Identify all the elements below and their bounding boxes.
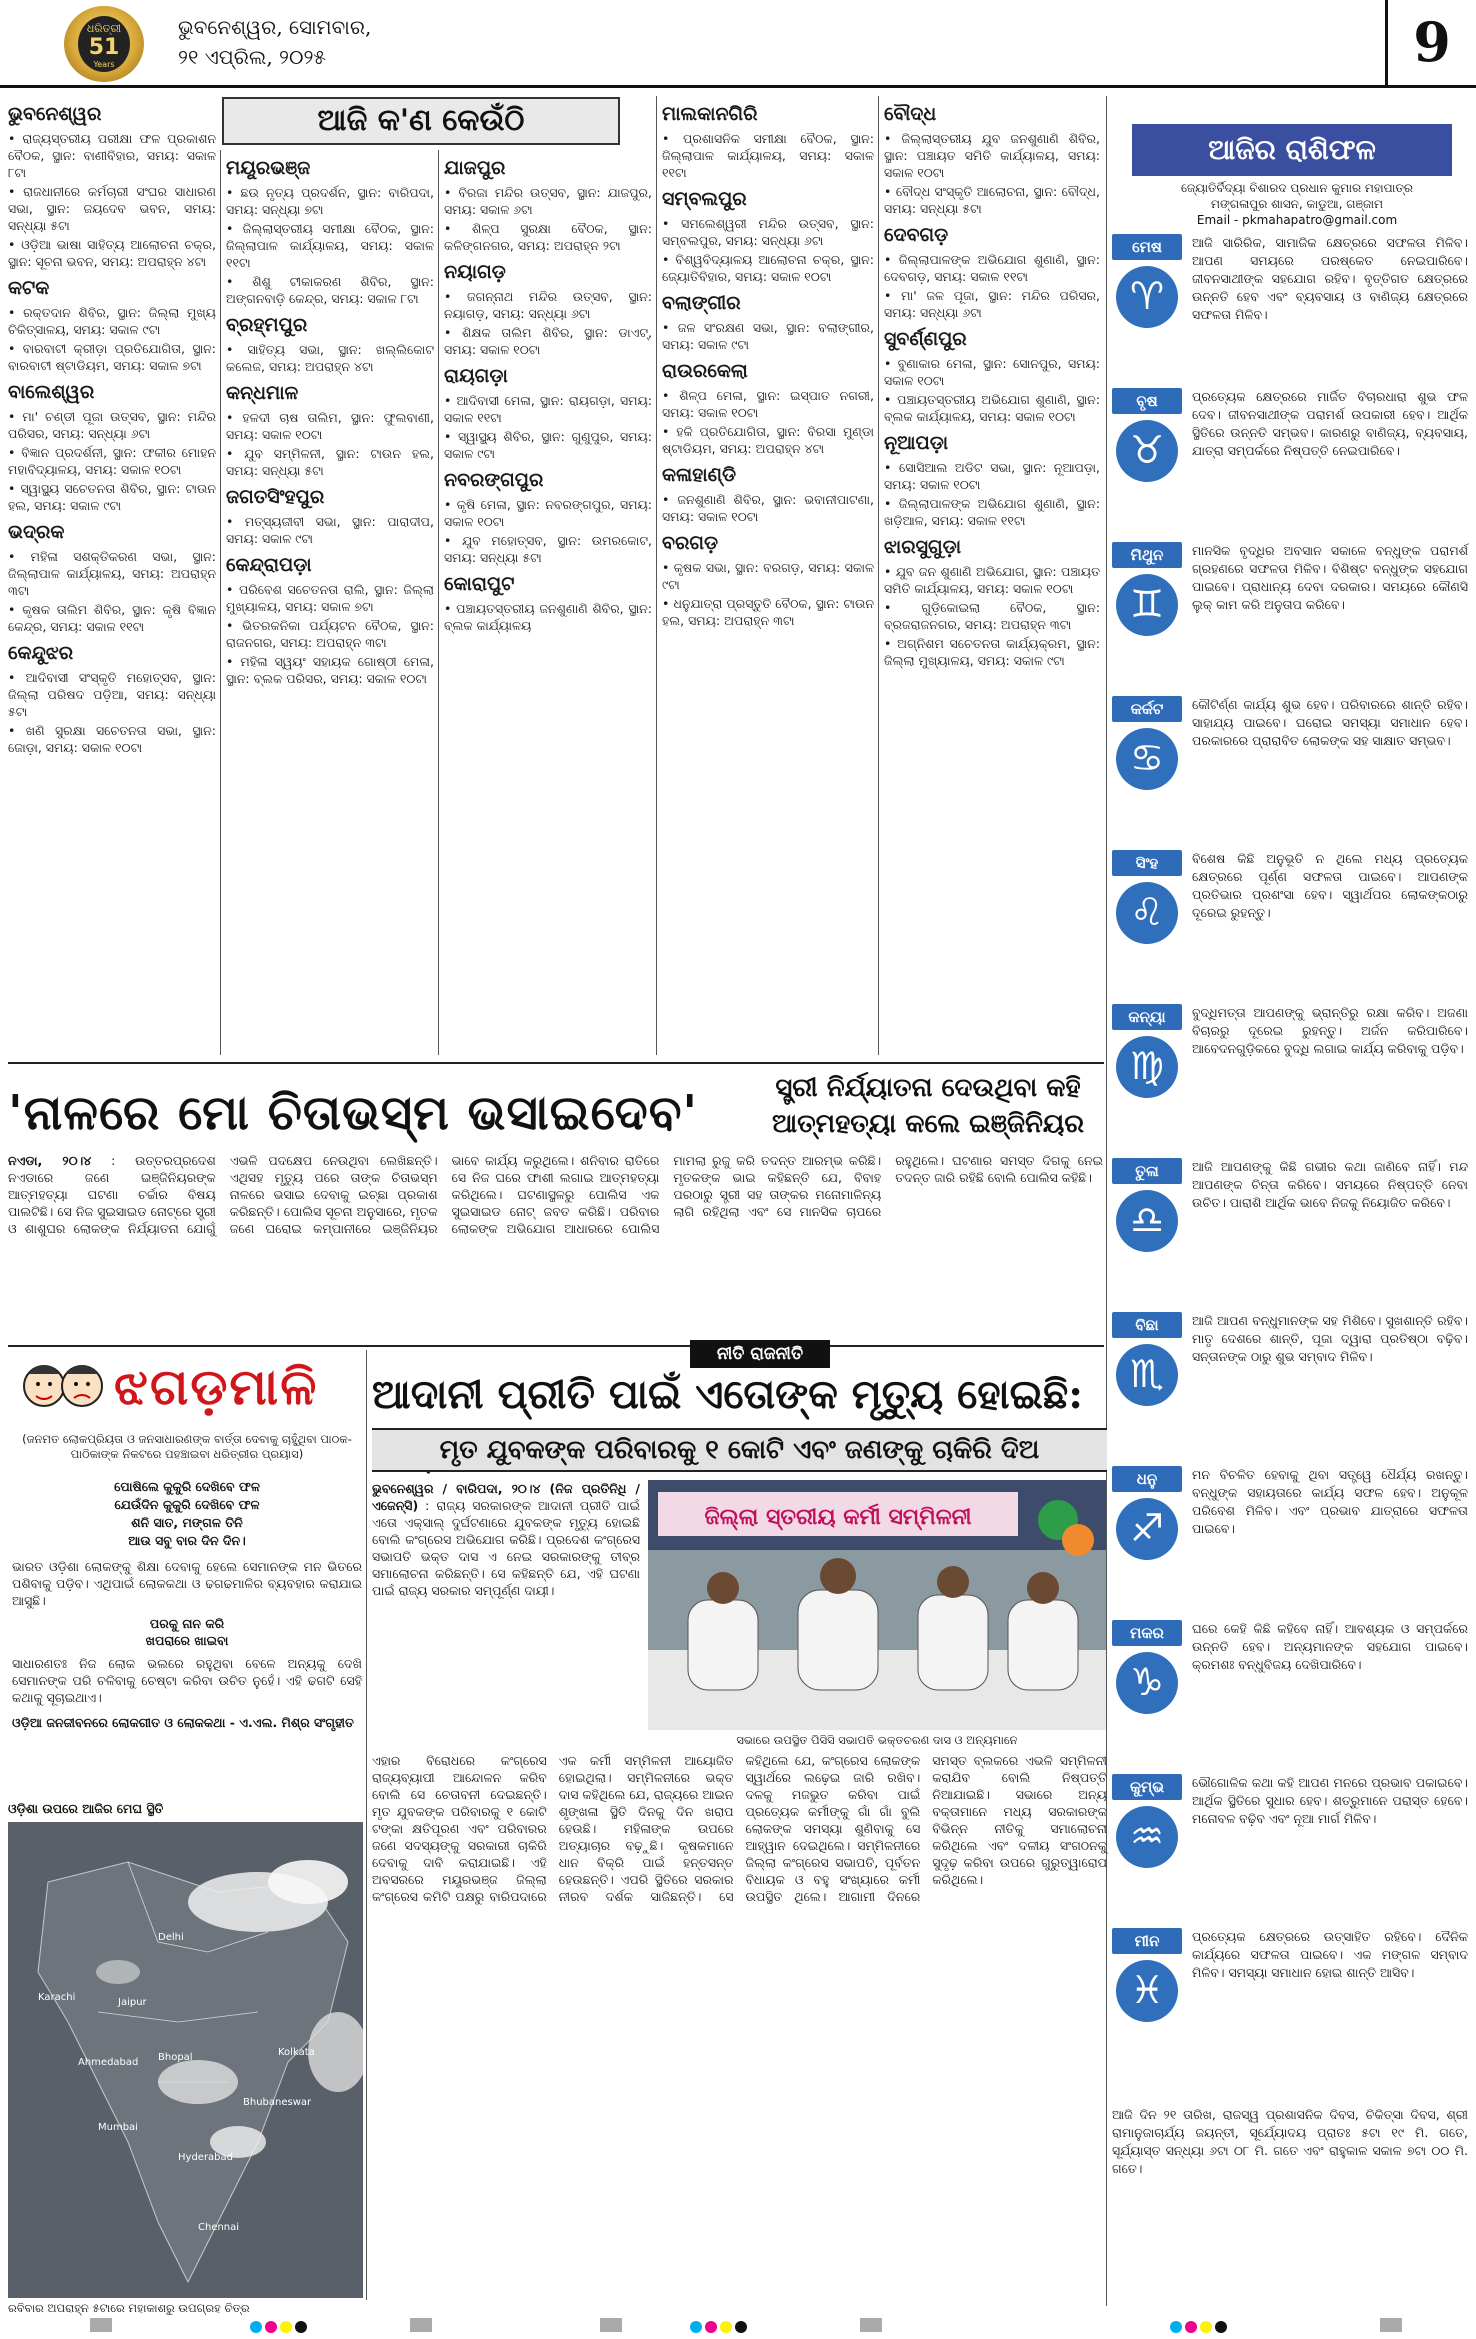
events-city-heading: କେନ୍ଦ୍ରାପଡ଼ା — [226, 554, 312, 576]
event-entry: • ରକ୍ତଦାନ ଶିବିର, ସ୍ଥାନ: ଜିଲ୍ଲା ମୁଖ୍ୟ ଚିକିତ୍ସାଳୟ, ସମୟ: ସକାଳ ୯ଟା — [8, 304, 216, 338]
logo-paper-name: ଧରିତ୍ରୀ — [86, 22, 122, 35]
rashi-4 — [1112, 696, 1468, 780]
event-entry: • କୃଷକ ସଭା, ସ୍ଥାନ: ବରଗଡ଼, ସମୟ: ସକାଳ ୯ଟା — [662, 559, 874, 593]
event-entry: • ପଞ୍ଚାୟତସ୍ତରୀୟ ଜନଶୁଣାଣି ଶିବିର, ସ୍ଥାନ: ବ୍ଲକ କାର୍ଯ୍ୟାଳୟ — [444, 600, 652, 634]
rashi-prediction: ଭୌଗୋଳିକ କଥା କହି ଆପଣ ମନରେ ପ୍ରଭାବ ପକାଇବେ। ଆର୍ଥିକ ସ୍ଥିତିରେ ସୁଧାର ହେବ। ଶତ୍ରୁମାନେ ପରାସ୍ତ ହେବେ। ମନୋବଳ ବଢ଼ିବ ଏବଂ ନୂଆ ମାର୍ଗ ମିଳିବ। — [1192, 1775, 1468, 1826]
aries-icon: ♈ — [1116, 266, 1178, 328]
gemini-icon: ♊ — [1116, 574, 1178, 636]
cartoon-title: ଝଗଡ଼ମାଳି — [114, 1357, 319, 1416]
cartoon-poem — [12, 1478, 362, 1550]
event-entry: • ବାରବାଟୀ କ୍ରୀଡ଼ା ପ୍ରତିଯୋଗିତା, ସ୍ଥାନ: ବାରବାଟୀ ଷ୍ଟାଡିୟମ, ସମୟ: ସକାଳ ୭ଟା — [8, 340, 216, 374]
rashi-11 — [1112, 1774, 1468, 1858]
weather-city-label: Ahmedabad — [78, 2057, 139, 2068]
politics-subheadline: ମୃତ ଯୁବକଙ୍କ ପରିବାରକୁ ୧ କୋଟି ଏବଂ ଜଣଙ୍କୁ ଚାକିରି ଦିଅ — [372, 1428, 1107, 1472]
events-city-heading: ଜଗତସିଂହପୁର — [226, 486, 325, 508]
events-city-heading: ଝାରସୁଗୁଡ଼ା — [884, 536, 962, 558]
events-city-heading: ନବରଙ୍ଗପୁର — [444, 469, 544, 491]
event-entry: • ମହିଳା ସ୍ୱୟଂ ସହାୟକ ଗୋଷ୍ଠୀ ମେଳା, ସ୍ଥାନ: ବ୍ଲକ ପରିସର, ସମୟ: ସକାଳ ୧୦ଟା — [226, 653, 434, 687]
events-city-heading: ସୁବର୍ଣ୍ଣପୁର — [884, 328, 967, 350]
cartoon-faces-icon — [18, 1352, 108, 1422]
rashi-9 — [1112, 1466, 1468, 1550]
events-city-heading: ବାଲେଶ୍ୱର — [8, 381, 95, 403]
cartoon-saying-line-2: ଖପରାରେ ଖାଇବା — [145, 1633, 229, 1648]
rashi-prediction: ବିଶେଷ କିଛି ଅନୁଭୂତି ନ ଥିଲେ ମଧ୍ୟ ପ୍ରତ୍ୟେକ କ୍ଷେତ୍ରରେ ପୂର୍ଣ୍ଣ ସଫଳତା ପାଇବେ। ଆପଣଙ୍କ ପ୍ରତିଭାର ପ୍ରଶଂସା ହେବ। ସ୍ୱାର୍ଥପର ଲୋକଙ୍କଠାରୁ ଦୂରେଇ ରୁହନ୍ତୁ। — [1192, 851, 1468, 920]
events-column-3 — [444, 150, 652, 636]
dateline-place-day: ଭୁବନେଶ୍ୱର, ସୋମବାର, — [178, 15, 372, 39]
events-city-heading: ନୂଆପଡ଼ା — [884, 432, 949, 454]
event-entry: • ସମଲେଶ୍ୱରୀ ମନ୍ଦିର ଉତ୍ସବ, ସ୍ଥାନ: ସମ୍ବଲପୁର, ସମୟ: ସନ୍ଧ୍ୟା ୬ଟା — [662, 215, 874, 249]
events-city-heading: ବଲାଙ୍ଗୀର — [662, 292, 741, 314]
event-entry: • ମା' ଚଣ୍ଡୀ ପୂଜା ଉତ୍ସବ, ସ୍ଥାନ: ମନ୍ଦିର ପରିସର, ସମୟ: ସନ୍ଧ୍ୟା ୬ଟା — [8, 408, 216, 442]
cartoon-credit: ଓଡ଼ିଆ ଜନଜୀବନରେ ଲୋକଗୀତ ଓ ଲୋକକଥା - ଏ.ଏଲ. ମିଶ୍ର ସଂଗୃହୀତ — [12, 1715, 354, 1730]
cartoon-saying-line-1: ପରକୁ ନାନ କରି — [149, 1616, 225, 1631]
politics-dateline: ଭୁବନେଶ୍ୱର / ବାରିପଦା, ୨୦।୪ (ନିଜ ପ୍ରତିନିଧି / ଏଜେନ୍ସି) — [372, 1481, 640, 1513]
events-column-4 — [662, 96, 874, 631]
event-entry: • ଗୁଡ଼ିକୋଇଲା ବୈଠକ, ସ୍ଥାନ: ବ୍ରଜରାଜନଗର, ସମୟ: ଅପରାହ୍ନ ୩ଟା — [884, 599, 1100, 633]
event-entry: • ଶିଶୁ ଟୀକାକରଣ ଶିବିର, ସ୍ଥାନ: ଅଙ୍ଗନବାଡ଼ି କେନ୍ଦ୍ର, ସମୟ: ସକାଳ ୮ଟା — [226, 273, 434, 307]
rashi-prediction: ଘରେ କେହି କିଛି କହିବେ ନାହିଁ। ଆବଶ୍ୟକ ଓ ସମ୍ପର୍କରେ ଉନ୍ନତି ହେବ। ଅନ୍ୟମାନଙ୍କ ସହଯୋଗ ପାଇବେ। କ୍ରମଶଃ ବନ୍ଧୁବିଜୟ ଦେଖିପାରିବେ। — [1192, 1621, 1468, 1672]
rashi-name-badge: ଧନୁ — [1112, 1466, 1182, 1492]
rashifal-author-name: ଜ୍ୟୋତିର୍ବିଦ୍ୟା ବିଶାରଦ ପ୍ରଧାନ କୁମାର ମହାପାତ୍ର — [1181, 181, 1413, 195]
event-entry: • ଜିଲ୍ଲାପାଳଙ୍କ ଅଭିଯୋଗ ଶୁଣାଣି, ସ୍ଥାନ: ଖଡ଼ିଆଳ, ସମୟ: ସକାଳ ୧୧ଟା — [884, 495, 1100, 529]
politics-intro-text: ରାଜ୍ୟ ସରକାରଙ୍କ ଆଦାନୀ ପ୍ରୀତି ପାଇଁ ଏତୋ ଏକ୍ସାଲ୍ ଦୁର୍ଘଟଣାରେ ଯୁବକଙ୍କ ମୃତ୍ୟୁ ହୋଇଛି ବୋଲି କଂଗ୍ରେସ ଅଭିଯୋଗ କରିଛି। ପ୍ରଦେଶ କଂଗ୍ରେସ ସଭାପତି ଭକ୍ତ ଦାସ ଏ ନେଇ ସରକାରଙ୍କୁ ତୀବ୍ର ସମାଲୋଚନା କରିଛନ୍ତି। ସେ କହିଛନ୍ତି ଯେ, ଏହି ଘଟଣା ପାଇଁ ରାଜ୍ୟ ସରକାର ସମ୍ପୂର୍ଣ୍ଣ ଦାୟୀ। — [372, 1498, 640, 1598]
event-entry: • ବିଶ୍ୱବିଦ୍ୟାଳୟ ଆଲୋଚନା ଚକ୍ର, ସ୍ଥାନ: ଜ୍ୟୋତିବିହାର, ସମୟ: ସକାଳ ୧୦ଟା — [662, 251, 874, 285]
dateline — [178, 12, 371, 72]
events-city-heading: ବ୍ରହ୍ମପୁର — [226, 314, 308, 336]
cartoon-saying — [12, 1615, 362, 1649]
event-entry: • ମହିଳା ସଶକ୍ତିକରଣ ସଭା, ସ୍ଥାନ: ଜିଲ୍ଲାପାଳ କାର୍ଯ୍ୟାଳୟ, ସମୟ: ଅପରାହ୍ନ ୩ଟା — [8, 548, 216, 599]
rashi-2 — [1112, 388, 1468, 472]
logo-years: 51 — [88, 35, 120, 60]
rashifal-footer: ଆଜି ଦିନ ୨୧ ତାରିଖ, ରାଜସ୍ୱ ପ୍ରଶାସନିକ ଦିବସ, ଚିକିତ୍ସା ଦିବସ, ଶ୍ରୀ ରାମାନୁଜାଚାର୍ଯ୍ୟ ଜୟନ୍ତୀ, ସୂର୍ଯ୍ୟୋଦୟ ପ୍ରାତଃ ୫ଟା ୧୯ ମି. ଗତେ, ସୂର୍ଯ୍ୟାସ୍ତ ସନ୍ଧ୍ୟା ୬ଟା ୦୮ ମି. ଗତେ ଏବଂ ରାହୁକାଳ ସକାଳ ୭ଟା ୦୦ ମି. ଗତେ। — [1112, 2107, 1468, 2176]
event-entry: • ହକି ପ୍ରତିଯୋଗିତା, ସ୍ଥାନ: ବିରସା ମୁଣ୍ଡା ଷ୍ଟାଡିୟମ, ସମୟ: ଅପରାହ୍ନ ୪ଟା — [662, 423, 874, 457]
event-entry: • ବୁଣାକାର ମେଳା, ସ୍ଥାନ: ସୋନପୁର, ସମୟ: ସକାଳ ୧୦ଟା — [884, 355, 1100, 389]
weather-city-label: Mumbai — [98, 2122, 138, 2133]
event-entry: • କୃଷକ ତାଲିମ ଶିବିର, ସ୍ଥାନ: କୃଷି ବିଜ୍ଞାନ କେନ୍ଦ୍ର, ସମୟ: ସକାଳ ୧୧ଟା — [8, 601, 216, 635]
weather-satellite-map — [8, 1822, 363, 2298]
cartoon-poem-line: ଆଉ ସବୁ ବାର ଦିନ ଦିନ। — [128, 1533, 246, 1548]
event-entry: • ସ୍ୱାସ୍ଥ୍ୟ ଶିବିର, ସ୍ଥାନ: ଗୁଣୁପୁର, ସମୟ: ସକାଳ ୯ଟା — [444, 428, 652, 462]
event-entry: • ଜିଲ୍ଲାପାଳଙ୍କ ଅଭିଯୋଗ ଶୁଣାଣି, ସ୍ଥାନ: ଦେବଗଡ଼, ସମୟ: ସକାଳ ୧୧ଟା — [884, 251, 1100, 285]
event-entry: • ସାହିତ୍ୟ ସଭା, ସ୍ଥାନ: ଖଲ୍ଲିକୋଟ କଲେଜ, ସମୟ: ଅପରାହ୍ନ ୪ଟା — [226, 341, 434, 375]
rashifal-author — [1132, 180, 1462, 228]
politics-body-intro: ଭୁବନେଶ୍ୱର / ବାରିପଦା, ୨୦।୪ (ନିଜ ପ୍ରତିନିଧି / ଏଜେନ୍ସି) : ରାଜ୍ୟ ସରକାରଙ୍କ ଆଦାନୀ ପ୍ରୀତି ପାଇଁ ଏତୋ ଏକ୍ସାଲ୍ ଦୁର୍ଘଟଣାରେ ଯୁବକଙ୍କ ମୃତ୍ୟୁ ହୋଇଛି ବୋଲି କଂଗ୍ରେସ ଅଭିଯୋଗ କରିଛି। ପ୍ରଦେଶ କଂଗ୍ରେସ ସଭାପତି ଭକ୍ତ ଦାସ ଏ ନେଇ ସରକାରଙ୍କୁ ତୀବ୍ର ସମାଲୋଚନା କରିଛନ୍ତି। ସେ କହିଛନ୍ତି ଯେ, ଏହି ଘଟଣା ପାଇଁ ରାଜ୍ୟ ସରକାର ସମ୍ପୂର୍ଣ୍ଣ ଦାୟୀ। — [372, 1481, 640, 1598]
event-entry: • ଜିଲ୍ଲାସ୍ତରୀୟ ସମୀକ୍ଷା ବୈଠକ, ସ୍ଥାନ: ଜିଲ୍ଲାପାଳ କାର୍ଯ୍ୟାଳୟ, ସମୟ: ସକାଳ ୧୧ଟା — [226, 220, 434, 271]
events-column-2 — [226, 150, 434, 689]
event-entry: • ରାଜ୍ୟସ୍ତରୀୟ ପରୀକ୍ଷା ଫଳ ପ୍ରକାଶନ ବୈଠକ, ସ୍ଥାନ: ବାଣୀବିହାର, ସମୟ: ସକାଳ ୮ଟା — [8, 130, 216, 181]
rashi-name-badge: ବିଛା — [1112, 1312, 1182, 1338]
rashi-name-badge: ତୁଳା — [1112, 1158, 1182, 1184]
lead-body-text: ଉତ୍ତରପ୍ରଦେଶ ନଏଡାରେ ଜଣେ ଇଞ୍ଜିନିୟରଙ୍କ ଆତ୍ମହତ୍ୟା ଘଟଣା ଚର୍ଚ୍ଚାର ବିଷୟ ପାଲଟିଛି। ସେ ନିଜ ସୁଇସାଇଡ ନୋଟ୍‌ରେ ସ୍ତ୍ରୀ ଓ ଶାଶୁଘର ଲୋକଙ୍କ ନିର୍ଯ୍ୟାତନା ଯୋଗୁଁ ଏଭଳି ପଦକ୍ଷେପ ନେଉଥିବା ଲେଖିଛନ୍ତି। ଏଥିସହ ମୃତ୍ୟୁ ପରେ ତାଙ୍କ ଚିତାଭସ୍ମ ନାଳରେ ଭସାଇ ଦେବାକୁ ଇଚ୍ଛା ପ୍ରକାଶ କରିଛନ୍ତି। ପୋଲିସ ସୂଚନା ଅନୁସାରେ, ମୃତକ ଜଣେ ଘରୋଇ କମ୍ପାନୀରେ ଇଞ୍ଜିନିୟର ଭାବେ କାର୍ଯ୍ୟ କରୁଥିଲେ। ଶନିବାର ରାତିରେ ସେ ନିଜ ଘରେ ଫାଶୀ ଲଗାଇ ଆତ୍ମହତ୍ୟା କରିଥିଲେ। ଘଟଣାସ୍ଥଳରୁ ପୋଲିସ ଏକ ସୁଇସାଇଡ ନୋଟ୍ ଜବତ କରିଛି। ପରିବାର ଲୋକଙ୍କ ଅଭିଯୋଗ ଆଧାରରେ ପୋଲିସ ମାମଲା ରୁଜୁ କରି ତଦନ୍ତ ଆରମ୍ଭ କରିଛି। ମୃତକଙ୍କ ଭାଇ କହିଛନ୍ତି ଯେ, ବିବାହ ପରଠାରୁ ସ୍ତ୍ରୀ ସହ ତାଙ୍କର ମନୋମାଳିନ୍ୟ ଲାଗି ରହିଥିଲା ଏବଂ ସେ ମାନସିକ ଚାପରେ ରହୁଥିଲେ। ଘଟଣାର ସମସ୍ତ ଦିଗକୁ ନେଇ ତଦନ୍ତ ଜାରି ରହିଛି ବୋଲି ପୋଲିସ କହିଛି। — [8, 1153, 1103, 1236]
rashi-5 — [1112, 850, 1468, 934]
events-city-heading: ଭଦ୍ରକ — [8, 521, 65, 543]
rashi-7 — [1112, 1158, 1468, 1242]
event-entry: • ଯୁବ ଜନ ଶୁଣାଣି ଅଭିଯୋଗ, ସ୍ଥାନ: ପଞ୍ଚାୟତ ସମିତି କାର୍ଯ୍ୟାଳୟ, ସମୟ: ସକାଳ ୧୦ଟା — [884, 563, 1100, 597]
events-city-heading: ରାଉରକେଲା — [662, 360, 748, 382]
rashi-10 — [1112, 1620, 1468, 1704]
events-city-heading: ସମ୍ବଲପୁର — [662, 188, 747, 210]
weather-city-label: Karachi — [38, 1992, 76, 2003]
weather-city-label: Bhopal — [158, 2052, 193, 2063]
sagittarius-icon: ♐ — [1116, 1498, 1178, 1560]
rashi-prediction: ଆଜି ଆପଣ ବନ୍ଧୁମାନଙ୍କ ସହ ମିଶିବେ। ସୁଖଶାନ୍ତି ରହିବ। ମାତୃ ଦେଶରେ ଶାନ୍ତି, ପୂଜା ଦ୍ୱାରା ପ୍ରତିଷ୍ଠା ବଢ଼ିବ। ସନ୍ତାନଙ୍କ ଠାରୁ ଶୁଭ ସମ୍ବାଦ ମିଳିବ। — [1192, 1313, 1468, 1364]
weather-city-label: Hyderabad — [178, 2152, 233, 2163]
politics-section-label: ନୀତି ରାଜନୀତି — [690, 1340, 830, 1368]
cartoon-poem-line: ଶନି ସାତ, ମଙ୍ଗଳ ତିନି — [131, 1515, 243, 1530]
event-entry: • ଅଗ୍ନିଶମ ସଚେତନତା କାର୍ଯ୍ୟକ୍ରମ, ସ୍ଥାନ: ଜିଲ୍ଲା ମୁଖ୍ୟାଳୟ, ସମୟ: ସକାଳ ୯ଟା — [884, 635, 1100, 669]
event-entry: • ଯୁବ ସମ୍ମିଳନୀ, ସ୍ଥାନ: ଟାଉନ ହଲ, ସମୟ: ସନ୍ଧ୍ୟା ୫ଟା — [226, 445, 434, 479]
weather-city-label: Delhi — [158, 1932, 184, 1943]
cartoon-body — [12, 1558, 362, 1731]
event-entry: • ପଞ୍ଚାୟତସ୍ତରୀୟ ଅଭିଯୋଗ ଶୁଣାଣି, ସ୍ଥାନ: ବ୍ଲକ କାର୍ଯ୍ୟାଳୟ, ସମୟ: ସକାଳ ୧୦ଟା — [884, 391, 1100, 425]
politics-headline: ଆଦାନୀ ପ୍ରୀତି ପାଇଁ ଏତୋଙ୍କ ମୃତ୍ୟୁ ହୋଇଛି: — [372, 1371, 1084, 1418]
cancer-icon: ♋ — [1116, 728, 1178, 790]
politics-photo-svg — [648, 1480, 1106, 1730]
pisces-icon: ♓ — [1116, 1960, 1178, 2022]
event-entry: • ଶିଳ୍ପ ମେଳା, ସ୍ଥାନ: ଇସ୍ପାତ ନଗରୀ, ସମୟ: ସକାଳ ୧୦ଟା — [662, 387, 874, 421]
event-entry: • ପ୍ରଶାସନିକ ସମୀକ୍ଷା ବୈଠକ, ସ୍ଥାନ: ଜିଲ୍ଲାପାଳ କାର୍ଯ୍ୟାଳୟ, ସମୟ: ସକାଳ ୧୧ଟା — [662, 130, 874, 181]
virgo-icon: ♍ — [1116, 1036, 1178, 1098]
weather-city-label: Bhubaneswar — [243, 2097, 312, 2108]
lead-headline: 'ନାଳରେ ମୋ ଚିତାଭସ୍ମ ଭସାଇଦେବ' — [8, 1085, 699, 1141]
rashi-prediction: ମନ ବିଚଳିତ ହେବାକୁ ଥିବା ସତ୍ତ୍ୱେ ଧୈର୍ଯ୍ୟ ରଖନ୍ତୁ। ବନ୍ଧୁଙ୍କ ସହାୟତାରେ କାର୍ଯ୍ୟ ସଫଳ ହେବ। ଅନୁକୂଳ ପରିବେଶ ମିଳିବ। ଏବଂ ପ୍ରଭାବ ଯାତ୍ରାରେ ସଫଳତା ପାଇବେ। — [1192, 1467, 1468, 1536]
weather-city-label: Chennai — [198, 2222, 240, 2233]
event-entry: • ପରିବେଶ ସଚେତନତା ରାଲି, ସ୍ଥାନ: ଜିଲ୍ଲା ମୁଖ୍ୟାଳୟ, ସମୟ: ସକାଳ ୭ଟା — [226, 581, 434, 615]
rashi-prediction: ଆଜି ସାରିରିକ, ସାମାଜିକ କ୍ଷେତ୍ରରେ ସଫଳତା ମିଳିବ। ଆପଣ ସମୟରେ ପରଷ୍କେତ ନେଇପାରିବେ। ଜୀବନସାଥୀଙ୍କ ସହଯୋଗ ରହିବ। ବୃତ୍ତିଗତ କ୍ଷେତ୍ରରେ ଉନ୍ନତି ହେବ ଏବଂ ବ୍ୟବସାୟ ଓ ବାଣିଜ୍ୟ କ୍ଷେତ୍ରରେ ସଫଳତା ମିଳିବ। — [1192, 235, 1468, 322]
rashi-name-badge: କର୍କଟ — [1112, 696, 1182, 722]
event-entry: • ଆଦିବାସୀ ମେଳା, ସ୍ଥାନ: ରାୟଗଡ଼ା, ସମୟ: ସକାଳ ୧୧ଟା — [444, 392, 652, 426]
cartoon-poem-line: ଯେଉଁଦିନ କୁକୁରି ଦେଖିବେ ଫଳ — [114, 1497, 260, 1512]
rashi-6 — [1112, 1004, 1468, 1088]
newspaper-logo — [50, 6, 160, 82]
event-entry: • ସୋସିଆଲ ଅଡିଟ ସଭା, ସ୍ଥାନ: ନୂଆପଡ଼ା, ସମୟ: ସକାଳ ୧୦ଟା — [884, 459, 1100, 493]
events-city-heading: କେନ୍ଦୁଝର — [8, 642, 74, 664]
event-entry: • ଆଦିବାସୀ ସଂସ୍କୃତି ମହୋତ୍ସବ, ସ୍ଥାନ: ଜିଲ୍ଲା ପରିଷଦ ପଡ଼ିଆ, ସମୟ: ସନ୍ଧ୍ୟା ୫ଟା — [8, 669, 216, 720]
lead-kicker: ସ୍ତ୍ରୀ ନିର୍ଯ୍ୟାତନା ଦେଉଥିବା କହି ଆତ୍ମହତ୍ୟା କଲେ ଇଞ୍ଜିନିୟର — [771, 1073, 1085, 1139]
rashi-name-badge: କୁମ୍ଭ — [1112, 1774, 1182, 1800]
weather-caption: ଓଡ଼ିଶା ଉପରେ ଆଜିର ମେଘ ସ୍ଥିତି — [8, 1801, 164, 1816]
event-entry: • ବୌଦ୍ଧ ସଂସ୍କୃତି ଆଲୋଚନା, ସ୍ଥାନ: ବୌଦ୍ଧ, ସମୟ: ସନ୍ଧ୍ୟା ୫ଟା — [884, 183, 1100, 217]
politics-photo — [648, 1480, 1106, 1730]
events-city-heading: କନ୍ଧମାଳ — [226, 382, 299, 404]
rashi-prediction: ପ୍ରତ୍ୟେକ କ୍ଷେତ୍ରରେ ଉତ୍ସାହିତ ରହିବେ। ଦୈନିକ କାର୍ଯ୍ୟରେ ସଫଳତା ପାଇବେ। ଏକ ମଙ୍ଗଳ ସମ୍ବାଦ ମିଳିବ। ସମସ୍ୟା ସମାଧାନ ହୋଇ ଶାନ୍ତି ଆସିବ। — [1192, 1929, 1468, 1980]
events-city-heading: ଦେବଗଡ଼ — [884, 224, 949, 246]
logo-years-text: Years — [93, 60, 115, 69]
events-city-heading: କଳାହାଣ୍ଡି — [662, 464, 737, 486]
libra-icon: ♎ — [1116, 1190, 1178, 1252]
event-entry: • ଧନୁଯାତ୍ରା ପ୍ରସ୍ତୁତି ବୈଠକ, ସ୍ଥାନ: ଟାଉନ ହଲ, ସମୟ: ଅପରାହ୍ନ ୩ଟା — [662, 595, 874, 629]
rashifal-author-place: ମଙ୍ଗଳାପୁର ଶାସନ, କାଡୁଆ, ଗଞ୍ଜାମ — [1210, 197, 1384, 211]
rashi-name-badge: ସିଂହ — [1112, 850, 1182, 876]
events-city-heading: କୋରାପୁଟ — [444, 573, 515, 595]
leo-icon: ♌ — [1116, 882, 1178, 944]
event-entry: • ରାଜଧାନୀରେ କର୍ମଚାରୀ ସଂଘର ସାଧାରଣ ସଭା, ସ୍ଥାନ: ଜୟଦେବ ଭବନ, ସମୟ: ସନ୍ଧ୍ୟା ୫ଟା — [8, 183, 216, 234]
politics-photo-caption: ସଭାରେ ଉପସ୍ଥିତ ପିସିସି ସଭାପତି ଭକ୍ତଚରଣ ଦାସ ଓ ଅନ୍ୟମାନେ — [736, 1733, 1018, 1747]
capricorn-icon: ♑ — [1116, 1652, 1178, 1714]
event-entry: • ଜିଲ୍ଲାସ୍ତରୀୟ ଯୁବ ଜନଶୁଣାଣି ଶିବିର, ସ୍ଥାନ: ପଞ୍ଚାୟତ ସମିତି କାର୍ଯ୍ୟାଳୟ, ସମୟ: ସକାଳ ୧୦ଟା — [884, 130, 1100, 181]
event-entry: • ବିଜ୍ଞାନ ପ୍ରଦର୍ଶନୀ, ସ୍ଥାନ: ଫକୀର ମୋହନ ମହାବିଦ୍ୟାଳୟ, ସମୟ: ସକାଳ ୧୦ଟା — [8, 444, 216, 478]
events-column-5 — [884, 96, 1100, 671]
dateline-date: ୨୧ ଏପ୍ରିଲ, ୨୦୨୫ — [178, 45, 326, 69]
rashi-name-badge: ମୀନ — [1112, 1928, 1182, 1954]
rashi-prediction: ପ୍ରତ୍ୟେକ କ୍ଷେତ୍ରରେ ମାର୍ଜିତ ବିଚାରଧାରା ଶୁଭ ଫଳ ଦେବ। ଜୀବନସାଥୀଙ୍କ ପରାମର୍ଶ ଉପକାରୀ ହେବ। ଆର୍ଥିକ ସ୍ଥିତିରେ ଉନ୍ନତି ସମ୍ଭବ। କାରଣରୁ ବାଣିଜ୍ୟ, ବ୍ୟବସାୟ, ଯାତ୍ରା ସମ୍ପର୍କରେ ନିଷ୍ପତ୍ତି ନେଇପାରିବେ। — [1192, 389, 1468, 458]
events-city-heading: ଭୁବନେଶ୍ୱର — [8, 103, 102, 125]
rashi-prediction: ମାନସିକ ବୃଦ୍ଧିର ଅବସାନ ସକାଳେ ବନ୍ଧୁଙ୍କ ପରାମର୍ଶ ଗ୍ରହଣରେ ସଫଳତା ମିଳିବ। ବିଶିଷ୍ଟ ବନ୍ଧୁଙ୍କ ସହଯୋଗ ପାଇବେ। ପ୍ରାଧାନ୍ୟ ଦେବା ଦରକାର। ସମୟରେ କୌଣସି ଲୁକ୍ କାମ କରି ଅନୁତାପ କରିବେ। — [1192, 543, 1468, 612]
rashi-12 — [1112, 1928, 1468, 2012]
politics-photo-banner-text: ଜିଲ୍ଲା ସ୍ତରୀୟ କର୍ମୀ ସମ୍ମିଳନୀ — [704, 1505, 972, 1530]
cartoon-para-2: ସାଧାରଣତଃ ନିଜ ଲୋକ ଭଲରେ ରହୁଥିବା ବେଳେ ଅନ୍ୟକୁ ଦେଖି ସେମାନଙ୍କ ପରି ଚଳିବାକୁ ଚେଷ୍ଟା କରିବା ଉଚିତ ନୁହେଁ। ଏହି ଢଗଟି ସେହି କଥାକୁ ସୂଚାଇଥାଏ। — [12, 1656, 362, 1705]
cartoon-section — [8, 1350, 363, 1790]
event-entry: • ମତ୍ସ୍ୟଜୀବୀ ସଭା, ସ୍ଥାନ: ପାରାଦୀପ, ସମୟ: ସକାଳ ୯ଟା — [226, 513, 434, 547]
aquarius-icon: ♒ — [1116, 1806, 1178, 1868]
rashi-1 — [1112, 234, 1468, 324]
events-banner: ଆଜି କ'ଣ କେଉଁଠି — [222, 97, 620, 145]
masthead — [0, 0, 1476, 88]
cartoon-title-block — [18, 1350, 358, 1426]
events-city-heading: ବୌଦ୍ଧ — [884, 103, 937, 125]
page-number: 9 — [1385, 0, 1476, 85]
rashi-3 — [1112, 542, 1468, 626]
cartoon-poem-line: ପୋଷିଲେ କୁକୁରି ଦେଖିବେ ଫଳ — [114, 1479, 260, 1494]
weather-footer: ରବିବାର ଅପରାହ୍ନ ୫ଟାରେ ମହାକାଶରୁ ଉପଗ୍ରହ ଚିତ୍ର — [8, 2301, 250, 2315]
lead-dateline: ନଏଡା, ୨୦।୪ — [8, 1153, 92, 1168]
rashi-name-badge: ମକର — [1112, 1620, 1182, 1646]
event-entry: • ହଳଦୀ ଚାଷ ତାଲିମ, ସ୍ଥାନ: ଫୁଲବାଣୀ, ସମୟ: ସକାଳ ୧୦ଟା — [226, 409, 434, 443]
event-entry: • ଜଳ ସଂରକ୍ଷଣ ସଭା, ସ୍ଥାନ: ବଲାଙ୍ଗୀର, ସମୟ: ସକାଳ ୯ଟା — [662, 319, 874, 353]
event-entry: • ଜଗନ୍ନାଥ ମନ୍ଦିର ଉତ୍ସବ, ସ୍ଥାନ: ନୟାଗଡ଼, ସମୟ: ସନ୍ଧ୍ୟା ୬ଟା — [444, 288, 652, 322]
event-entry: • ଜନଶୁଣାଣି ଶିବିର, ସ୍ଥାନ: ଭବାନୀପାଟଣା, ସମୟ: ସକାଳ ୧୦ଟା — [662, 491, 874, 525]
rashifal-title: ଆଜିର ରାଶିଫଳ — [1132, 124, 1452, 176]
events-city-heading: ମାଲକାନଗିରି — [662, 103, 758, 125]
events-city-heading: ଯାଜପୁର — [444, 157, 506, 179]
weather-city-label: Jaipur — [118, 1997, 147, 2008]
rashi-name-badge: ମିଥୁନ — [1112, 542, 1182, 568]
event-entry: • ବିରଜା ମନ୍ଦିର ଉତ୍ସବ, ସ୍ଥାନ: ଯାଜପୁର, ସମୟ: ସକାଳ ୬ଟା — [444, 184, 652, 218]
event-entry: • ମା' ଜଳ ପୂଜା, ସ୍ଥାନ: ମନ୍ଦିର ପରିସର, ସମୟ: ସନ୍ଧ୍ୟା ୬ଟା — [884, 287, 1100, 321]
event-entry: • ସ୍ୱାସ୍ଥ୍ୟ ସଚେତନତା ଶିବିର, ସ୍ଥାନ: ଟାଉନ ହଲ, ସମୟ: ସକାଳ ୯ଟା — [8, 480, 216, 514]
cartoon-para-1: ଭାରତ ଓଡ଼ିଶା ଲୋକଙ୍କୁ ଶିକ୍ଷା ଦେବାକୁ ହେଲେ ସେମାନଙ୍କ ମନ ଭିତରେ ପଶିବାକୁ ପଡ଼ିବ। ଏଥିପାଇଁ ଲୋକକଥା ଓ ଢଗଢମାଳିର ବ୍ୟବହାର କରାଯାଇ ଆସୁଛି। — [12, 1559, 362, 1608]
rashi-8 — [1112, 1312, 1468, 1396]
events-city-heading: ବରଗଡ଼ — [662, 532, 719, 554]
events-city-heading: ରାୟଗଡ଼ା — [444, 365, 508, 387]
rashi-name-badge: ବୃଷ — [1112, 388, 1182, 414]
rashi-name-badge: ମେଷ — [1112, 234, 1182, 260]
event-entry: • ଖଣି ସୁରକ୍ଷା ସଚେତନତା ସଭା, ସ୍ଥାନ: ଜୋଡ଼ା, ସମୟ: ସକାଳ ୧୦ଟା — [8, 722, 216, 756]
politics-body: ଏହାର ବିରୋଧରେ କଂଗ୍ରେସ ରାଜ୍ୟବ୍ୟାପୀ ଆନ୍ଦୋଳନ କରିବ ବୋଲି ସେ ଚେତାବନୀ ଦେଇଛନ୍ତି। ମୃତ ଯୁବକଙ୍କ ପରିବାରକୁ ୧ କୋଟି ଟଙ୍କା କ୍ଷତିପୂରଣ ଏବଂ ପରିବାରର ଜଣେ ସଦସ୍ୟଙ୍କୁ ସରକାରୀ ଚାକିରି ଦେବାକୁ ଦାବି କରାଯାଇଛି। ଏହି ଅବସରରେ ମୟୂରଭଞ୍ଜ ଜିଲ୍ଲା କଂଗ୍ରେସ କମିଟି ପକ୍ଷରୁ ବାରିପଦାରେ ଏକ କର୍ମୀ ସମ୍ମିଳନୀ ଆୟୋଜିତ ହୋଇଥିଲା। ସମ୍ମିଳନୀରେ ଭକ୍ତ ଦାସ କହିଥିଲେ ଯେ, ରାଜ୍ୟରେ ଆଇନ ଶୃଙ୍ଖଳା ସ୍ଥିତି ଦିନକୁ ଦିନ ଖରାପ ହେଉଛି। ମହିଳାଙ୍କ ଉପରେ ଅତ୍ୟାଚାର ବଢ଼ୁଛି। କୃଷକମାନେ ଧାନ ବିକ୍ରି ପାଇଁ ହନ୍ତସନ୍ତ ହେଉଛନ୍ତି। ଏପରି ସ୍ଥିତିରେ ସରକାର ନୀରବ ଦର୍ଶକ ସାଜିଛନ୍ତି। ସେ କହିଥିଲେ ଯେ, କଂଗ୍ରେସ ଲୋକଙ୍କ ସ୍ୱାର୍ଥରେ ଲଢ଼େଇ ଜାରି ରଖିବ। ଦଳକୁ ମଜଭୁତ କରିବା ପାଇଁ ପ୍ରତ୍ୟେକ କର୍ମୀଙ୍କୁ ଗାଁ ଗାଁ ବୁଲି ଲୋକଙ୍କ ସମସ୍ୟା ଶୁଣିବାକୁ ସେ ଆହ୍ୱାନ ଦେଇଥିଲେ। ସମ୍ମିଳନୀରେ ଜିଲ୍ଲା କଂଗ୍ରେସ ସଭାପତି, ପୂର୍ବତନ ବିଧାୟକ ଓ ବହୁ ସଂଖ୍ୟାରେ କର୍ମୀ ଉପସ୍ଥିତ ଥିଲେ। ଆଗାମୀ ଦିନରେ ସମସ୍ତ ବ୍ଲକରେ ଏଭଳି ସମ୍ମିଳନୀ କରାଯିବ ବୋଲି ନିଷ୍ପତ୍ତି ନିଆଯାଇଛି। ସଭାରେ ଅନ୍ୟ ବକ୍ତାମାନେ ମଧ୍ୟ ସରକାରଙ୍କ ବିଭିନ୍ନ ନୀତିକୁ ସମାଲୋଚନା କରିଥିଲେ ଏବଂ ଦଳୀୟ ସଂଗଠନକୁ ସୁଦୃଢ଼ କରିବା ଉପରେ ଗୁରୁତ୍ୱାରୋପ କରିଥିଲେ। — [372, 1753, 1107, 1904]
weather-city-label: Kolkata — [278, 2047, 315, 2058]
rashifal-author-email: Email - pkmahapatro@gmail.com — [1196, 213, 1398, 227]
event-entry: • ଶିକ୍ଷକ ତାଲିମ ଶିବିର, ସ୍ଥାନ: ଡାଏଟ୍, ସମୟ: ସକାଳ ୧୦ଟା — [444, 324, 652, 358]
rashi-prediction: ଆଜି ଆପଣଙ୍କୁ କିଛି ଗଭୀର କଥା ଜାଣିବେ ନାହିଁ। ମନ୍ଦ ଆପଣଙ୍କ ଚିନ୍ତା କରିବେ। ସମୟରେ ନିଷ୍ପତ୍ତି ନେବା ଉଚିତ। ପାରାଶି ଆର୍ଥିକ ଭାବେ ନିଜକୁ ନିୟୋଜିତ କରିବେ। — [1192, 1159, 1468, 1210]
rashi-prediction: ବୁଦ୍ଧିମତ୍ତା ଆପଣଙ୍କୁ ଭ୍ରାନ୍ତିରୁ ରକ୍ଷା କରିବ। ଅଜଣା ବିଚାରରୁ ଦୂରେଇ ରୁହନ୍ତୁ। ଅର୍ଜନ କରିପାରିବେ। ଆବେଦନଗୁଡ଼ିକରେ ବୁଦ୍ଧି ଲଗାଇ କାର୍ଯ୍ୟ କରିବାକୁ ପଡ଼ିବ। — [1192, 1005, 1468, 1056]
event-entry: • ଯୁବ ମହୋତ୍ସବ, ସ୍ଥାନ: ଉମରକୋଟ, ସମୟ: ସନ୍ଧ୍ୟା ୫ଟା — [444, 532, 652, 566]
event-entry: • ଓଡ଼ିଆ ଭାଷା ସାହିତ୍ୟ ଆଲୋଚନା ଚକ୍ର, ସ୍ଥାନ: ସୂଚନା ଭବନ, ସମୟ: ଅପରାହ୍ନ ୪ଟା — [8, 236, 216, 270]
rashi-prediction: କୌଟିର୍ଣ୍ଣ କାର୍ଯ୍ୟ ଶୁଭ ହେବ। ପରିବାରରେ ଶାନ୍ତି ରହିବ। ସାହାଯ୍ୟ ପାଇବେ। ଘରୋଇ ସମସ୍ୟା ସମାଧାନ ହେବ। ପରକାରରେ ପ୍ରାରାବିତ ଲୋକଙ୍କ ସହ ସାକ୍ଷାତ ସମ୍ଭବ। — [1192, 697, 1468, 748]
events-city-heading: ନୟାଗଡ଼ — [444, 261, 506, 283]
taurus-icon: ♉ — [1116, 420, 1178, 482]
events-city-heading: କଟକ — [8, 277, 50, 299]
scorpio-icon: ♏ — [1116, 1344, 1178, 1406]
lead-body: ନଏଡା, ୨୦।୪ : ଉତ୍ତରପ୍ରଦେଶ ନଏଡାରେ ଜଣେ ଇଞ୍ଜିନିୟରଙ୍କ ଆତ୍ମହତ୍ୟା ଘଟଣା ଚର୍ଚ୍ଚାର ବିଷୟ ପାଲଟିଛି। ସେ ନିଜ ସୁଇସାଇଡ ନୋଟ୍‌ରେ ସ୍ତ୍ରୀ ଓ ଶାଶୁଘର ଲୋକଙ୍କ ନିର୍ଯ୍ୟାତନା ଯୋଗୁଁ ଏଭଳି ପଦକ୍ଷେପ ନେଉଥିବା ଲେଖିଛନ୍ତି। ଏଥିସହ ମୃତ୍ୟୁ ପରେ ତାଙ୍କ ଚିତାଭସ୍ମ ନାଳରେ ଭସାଇ ଦେବାକୁ ଇଚ୍ଛା ପ୍ରକାଶ କରିଛନ୍ତି। ପୋଲିସ ସୂଚନା ଅନୁସାରେ, ମୃତକ ଜଣେ ଘରୋଇ କମ୍ପାନୀରେ ଇଞ୍ଜିନିୟର ଭାବେ କାର୍ଯ୍ୟ କରୁଥିଲେ। ଶନିବାର ରାତିରେ ସେ ନିଜ ଘରେ ଫାଶୀ ଲଗାଇ ଆତ୍ମହତ୍ୟା କରିଥିଲେ। ଘଟଣାସ୍ଥଳରୁ ପୋଲିସ ଏକ ସୁଇସାଇଡ ନୋଟ୍ ଜବତ କରିଛି। ପରିବାର ଲୋକଙ୍କ ଅଭିଯୋଗ ଆଧାରରେ ପୋଲିସ ମାମଲା ରୁଜୁ କରି ତଦନ୍ତ ଆରମ୍ଭ କରିଛି। ମୃତକଙ୍କ ଭାଇ କହିଛନ୍ତି ଯେ, ବିବାହ ପରଠାରୁ ସ୍ତ୍ରୀ ସହ ତାଙ୍କର ମନୋମାଳିନ୍ୟ ଲାଗି ରହିଥିଲା ଏବଂ ସେ ମାନସିକ ଚାପରେ ରହୁଥିଲେ। ଘଟଣାର ସମସ୍ତ ଦିଗକୁ ନେଇ ତଦନ୍ତ ଜାରି ରହିଛି ବୋଲି ପୋଲିସ କହିଛି। — [8, 1153, 1103, 1236]
event-entry: • ଛଉ ନୃତ୍ୟ ପ୍ରଦର୍ଶନ, ସ୍ଥାନ: ବାରିପଦା, ସମୟ: ସନ୍ଧ୍ୟା ୭ଟା — [226, 184, 434, 218]
event-entry: • ଶିଳ୍ପ ସୁରକ୍ଷା ବୈଠକ, ସ୍ଥାନ: କଳିଙ୍ଗନଗର, ସମୟ: ଅପରାହ୍ନ ୨ଟା — [444, 220, 652, 254]
event-entry: • ଭିତରକନିକା ପର୍ଯ୍ୟଟନ ବୈଠକ, ସ୍ଥାନ: ରାଜନଗର, ସମୟ: ଅପରାହ୍ନ ୩ଟା — [226, 617, 434, 651]
print-registration-marks — [0, 2310, 1476, 2339]
events-column-1 — [8, 96, 216, 758]
cartoon-subtitle: (ଜନମତ ଲୋକପ୍ରିୟତା ଓ ଜନସାଧାରଣଙ୍କ ବାର୍ତ୍ତା ଦେବାକୁ ଚାହୁଁଥିବା ପାଠକ-ପାଠିକାଙ୍କ ନିକଟରେ ପହଞ୍ଚାଇବା ଧରିତ୍ରୀର ପ୍ରୟାସ) — [22, 1432, 352, 1461]
rashi-name-badge: କନ୍ୟା — [1112, 1004, 1182, 1030]
events-city-heading: ମୟୂରଭଞ୍ଜ — [226, 157, 311, 179]
event-entry: • କୃଷି ମେଳା, ସ୍ଥାନ: ନବରଙ୍ଗପୁର, ସମୟ: ସକାଳ ୧୦ଟା — [444, 496, 652, 530]
